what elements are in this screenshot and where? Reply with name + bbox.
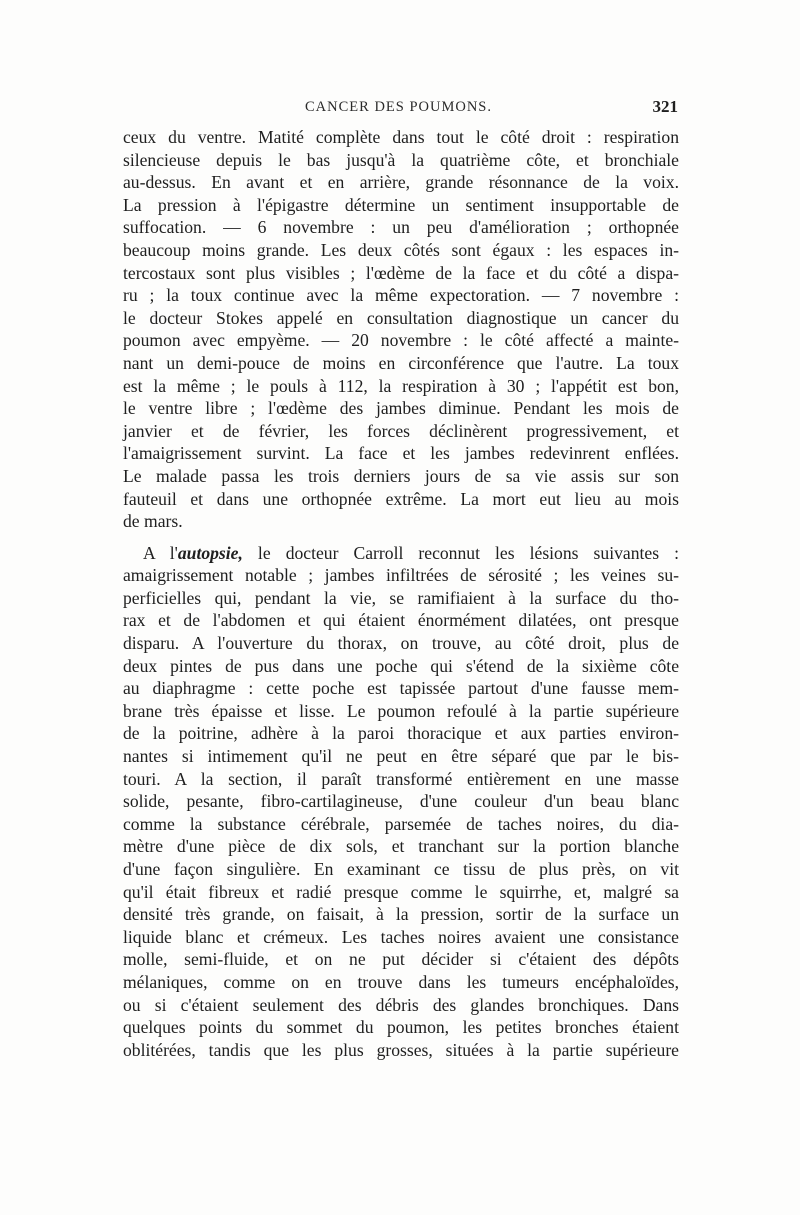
text-line: est la même ; le pouls à 112, la respiration à 30 ; l'appétit est bon, bbox=[123, 375, 679, 396]
text-line: nant un demi-pouce de moins en circonférence que l'autre. La toux bbox=[123, 352, 679, 373]
text-line: poumon avec empyème. — 20 novembre : le côté affecté a mainte- bbox=[123, 330, 679, 351]
running-head bbox=[120, 99, 680, 121]
text-line: le docteur Stokes appelé en consultation diagnostique un cancer du bbox=[123, 307, 679, 328]
lead-prefix: A l' bbox=[143, 542, 178, 563]
text-line: de la poitrine, adhère à la paroi thoracique et aux parties environ- bbox=[123, 723, 679, 744]
text-line: fauteuil et dans une orthopnée extrême. La mort eut lieu au mois bbox=[123, 488, 679, 509]
body-text bbox=[123, 126, 679, 1061]
lead-rest: le docteur Carroll reconnut les lésions suivantes : bbox=[242, 542, 679, 563]
paragraph-gap bbox=[123, 533, 679, 542]
text-line: brane très épaisse et lisse. Le poumon refoulé à la partie supérieure bbox=[123, 700, 679, 721]
text-line: mélaniques, comme on en trouve dans les tumeurs encéphaloïdes, bbox=[123, 971, 679, 992]
text-line: ru ; la toux continue avec la même expectoration. — 7 novembre : bbox=[123, 285, 679, 306]
text-line: beaucoup moins grande. Les deux côtés sont égaux : les espaces in- bbox=[123, 239, 679, 260]
text-line: qu'il était fibreux et radié presque comme le squirrhe, et, malgré sa bbox=[123, 881, 679, 902]
paragraph-1 bbox=[123, 126, 679, 533]
text-line: tercostaux sont plus visibles ; l'œdème de la face et du côté a dispa- bbox=[123, 262, 679, 283]
text-line: disparu. A l'ouverture du thorax, on trouve, au côté droit, plus de bbox=[123, 633, 679, 654]
text-line: au-dessus. En avant et en arrière, grande résonnance de la voix. bbox=[123, 172, 679, 193]
text-line: amaigrissement notable ; jambes infiltrées de sérosité ; les veines su- bbox=[123, 565, 679, 586]
text-line: liquide blanc et crémeux. Les taches noires avaient une consistance bbox=[123, 926, 679, 947]
text-line: oblitérées, tandis que les plus grosses, situées à la partie supérieure bbox=[123, 1039, 679, 1060]
text-line: de mars. bbox=[123, 511, 183, 532]
text-line-lead bbox=[123, 542, 679, 565]
text-line: comme la substance cérébrale, parsemée de taches noires, du dia- bbox=[123, 813, 679, 834]
text-line: La pression à l'épigastre détermine un sentiment insupportable de bbox=[123, 194, 679, 215]
text-line: d'une façon singulière. En examinant ce tissu de plus près, on vit bbox=[123, 859, 679, 879]
text-line: mètre d'une pièce de dix sols, et tranchant sur la portion blanche bbox=[123, 836, 679, 857]
text-line: rax et de l'abdomen et qui étaient énormément dilatées, ont presque bbox=[123, 610, 679, 631]
text-line: quelques points du sommet du poumon, les petites bronches étaient bbox=[123, 1017, 679, 1038]
page-number: 321 bbox=[652, 97, 678, 116]
text-line: janvier et de février, les forces déclinèrent progressivement, et bbox=[123, 420, 679, 441]
lead-italic: autopsie, bbox=[177, 542, 243, 563]
text-line: suffocation. — 6 novembre : un peu d'amélioration ; orthopnée bbox=[123, 217, 679, 238]
text-line: solide, pesante, fibro-cartilagineuse, d'une couleur d'un beau blanc bbox=[123, 791, 679, 812]
text-line: touri. A la section, il paraît transformé entièrement en une masse bbox=[123, 768, 679, 789]
text-line: nantes si intimement qu'il ne peut en être séparé que par le bis- bbox=[123, 746, 679, 767]
text-line: ou si c'étaient seulement des débris des glandes bronchiques. Dans bbox=[123, 994, 679, 1015]
text-line: le ventre libre ; l'œdème des jambes diminue. Pendant les mois de bbox=[123, 398, 679, 419]
text-line: l'amaigrissement survint. La face et les jambes redevinrent enflées. bbox=[123, 443, 679, 464]
text-line: au diaphragme : cette poche est tapissée partout d'une fausse mem- bbox=[123, 678, 679, 699]
running-title: CANCER DES POUMONS. bbox=[305, 99, 492, 115]
text-line: Le malade passa les trois derniers jours de sa vie assis sur son bbox=[123, 465, 679, 486]
text-line: molle, semi-fluide, et on ne put décider si c'étaient des dépôts bbox=[123, 949, 679, 970]
text-line: silencieuse depuis le bas jusqu'à la quatrième côte, et bronchiale bbox=[123, 149, 679, 170]
text-line: deux pintes de pus dans une poche qui s'étend de la sixième côte bbox=[123, 655, 679, 676]
text-line: ceux du ventre. Matité complète dans tout le côté droit : respiration bbox=[123, 127, 679, 147]
text-line: perficielles qui, pendant la vie, se ramifiaient à la surface du tho- bbox=[123, 587, 679, 608]
paragraph-2 bbox=[123, 542, 679, 1062]
text-line: densité très grande, on faisait, à la pression, sortir de la surface un bbox=[123, 904, 679, 925]
